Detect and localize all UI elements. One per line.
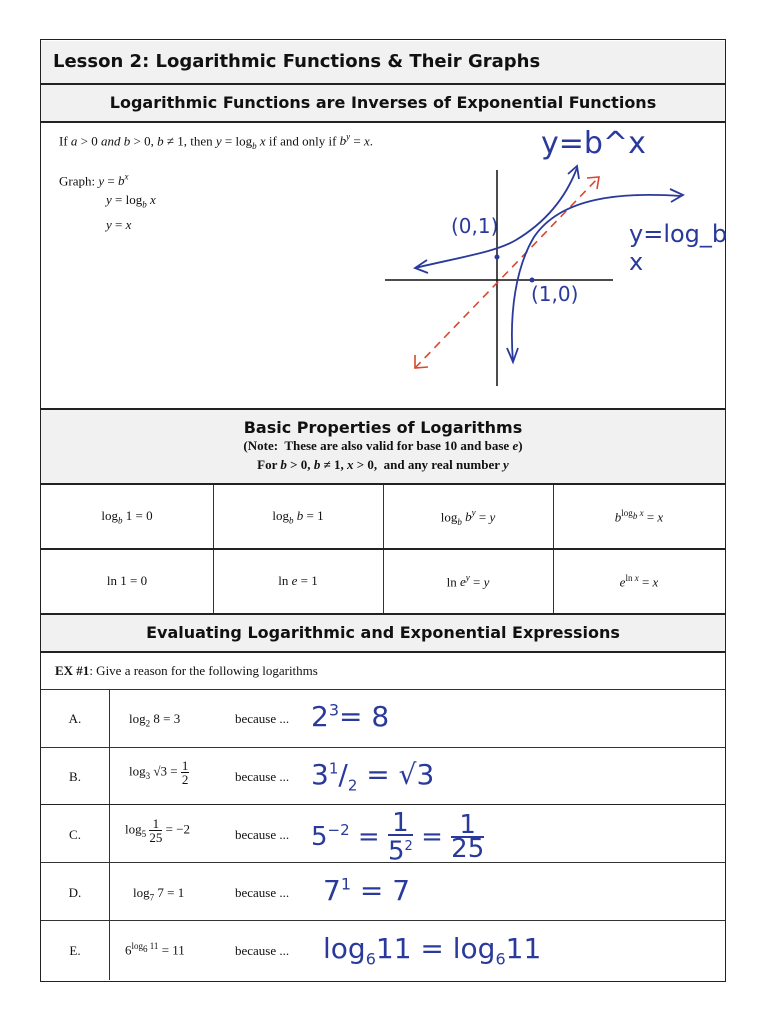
example-prompt: EX #1: Give a reason for the following logarithms — [55, 663, 318, 678]
row-letter: A. — [68, 711, 82, 726]
row-expr-d: $\log_7 7 = 1$ — [133, 885, 185, 903]
because-text: because ... — [235, 769, 290, 784]
divider — [41, 651, 725, 653]
because-text: because ... — [235, 711, 290, 726]
section2-note: (Note: These are also valid for base 10 and base e) — [243, 438, 523, 453]
point-label-0-1: (0,1) — [451, 214, 499, 238]
prop-ln-1: ln 1 = 0 — [106, 573, 148, 588]
definition-text: If a > 0 and b > 0, b ≠ 1, then $y = \log_b x$ if and only if $b^y = x$. — [59, 132, 374, 151]
row-expr-e: $6^{log_6 11} = 11$ — [125, 941, 185, 958]
row-expr-a: $\log_2 8 = 3$ — [129, 711, 181, 729]
point-0-1 — [495, 255, 500, 260]
prop-log-b: $\log_b b = 1$ — [272, 508, 324, 526]
example-label: EX #1 — [55, 663, 90, 678]
prop-b-logbx: $b^{log_b x} = x$ — [614, 508, 664, 525]
row-expr-c: $\log_5$ $\frac{1}{25}$ = −2 — [125, 816, 191, 845]
worksheet — [40, 39, 726, 982]
because-text: because ... — [235, 827, 290, 842]
section2-heading: Basic Properties of Logarithms — [243, 418, 523, 437]
answer-e: $\log_611 = \log_611$ — [323, 932, 542, 969]
prop-log-by: $\log_b b^y = y$ — [440, 508, 496, 527]
because-text: because ... — [235, 885, 290, 900]
row-letter: D. — [68, 885, 82, 900]
section2-header — [41, 410, 725, 483]
graph-label: Graph: — [59, 173, 96, 189]
section1-heading: Logarithmic Functions are Inverses of Exponential Functions — [41, 85, 725, 121]
answer-b: $3^1/_2 = √3$ — [311, 758, 435, 795]
answer-d: $7^1 = 7$ — [323, 874, 411, 907]
prop-log-1: $\log_b 1 = 0$ — [101, 508, 153, 526]
answer-c: $5^{-2}$ = $\frac{1}{5^2}$ = $\frac{1}{25}$ — [311, 808, 485, 867]
point-label-1-0: (1,0) — [531, 282, 579, 306]
row-letter: B. — [69, 769, 81, 784]
prop-ln-ey: $\ln e^y = y$ — [446, 573, 490, 590]
graph-list: Graph: $y = b^x$ $y = \log_b x$ y = x — [59, 172, 156, 232]
log-label: y=log_b x — [629, 220, 728, 276]
row-expr-b: $\log_3 √3$ = $\frac{1}{2}$ — [129, 758, 189, 787]
page-title: Lesson 2: Logarithmic Functions & Their Graphs — [41, 41, 725, 83]
identity-line — [415, 177, 599, 368]
prop-ln-e: ln e = 1 — [278, 573, 318, 588]
row-letter: E. — [69, 943, 81, 958]
prop-e-lnx: $e^{ln x} = x$ — [619, 573, 659, 590]
section2-condition: For b > 0, b ≠ 1, x > 0, and any real number y — [257, 457, 509, 472]
exp-label: y=b^x — [541, 126, 646, 161]
answer-a: $2^3= 8$ — [311, 700, 390, 733]
because-text: because ... — [235, 943, 290, 958]
section3-heading: Evaluating Logarithmic and Exponential Expressions — [41, 615, 725, 651]
row-letter: C. — [69, 827, 81, 842]
